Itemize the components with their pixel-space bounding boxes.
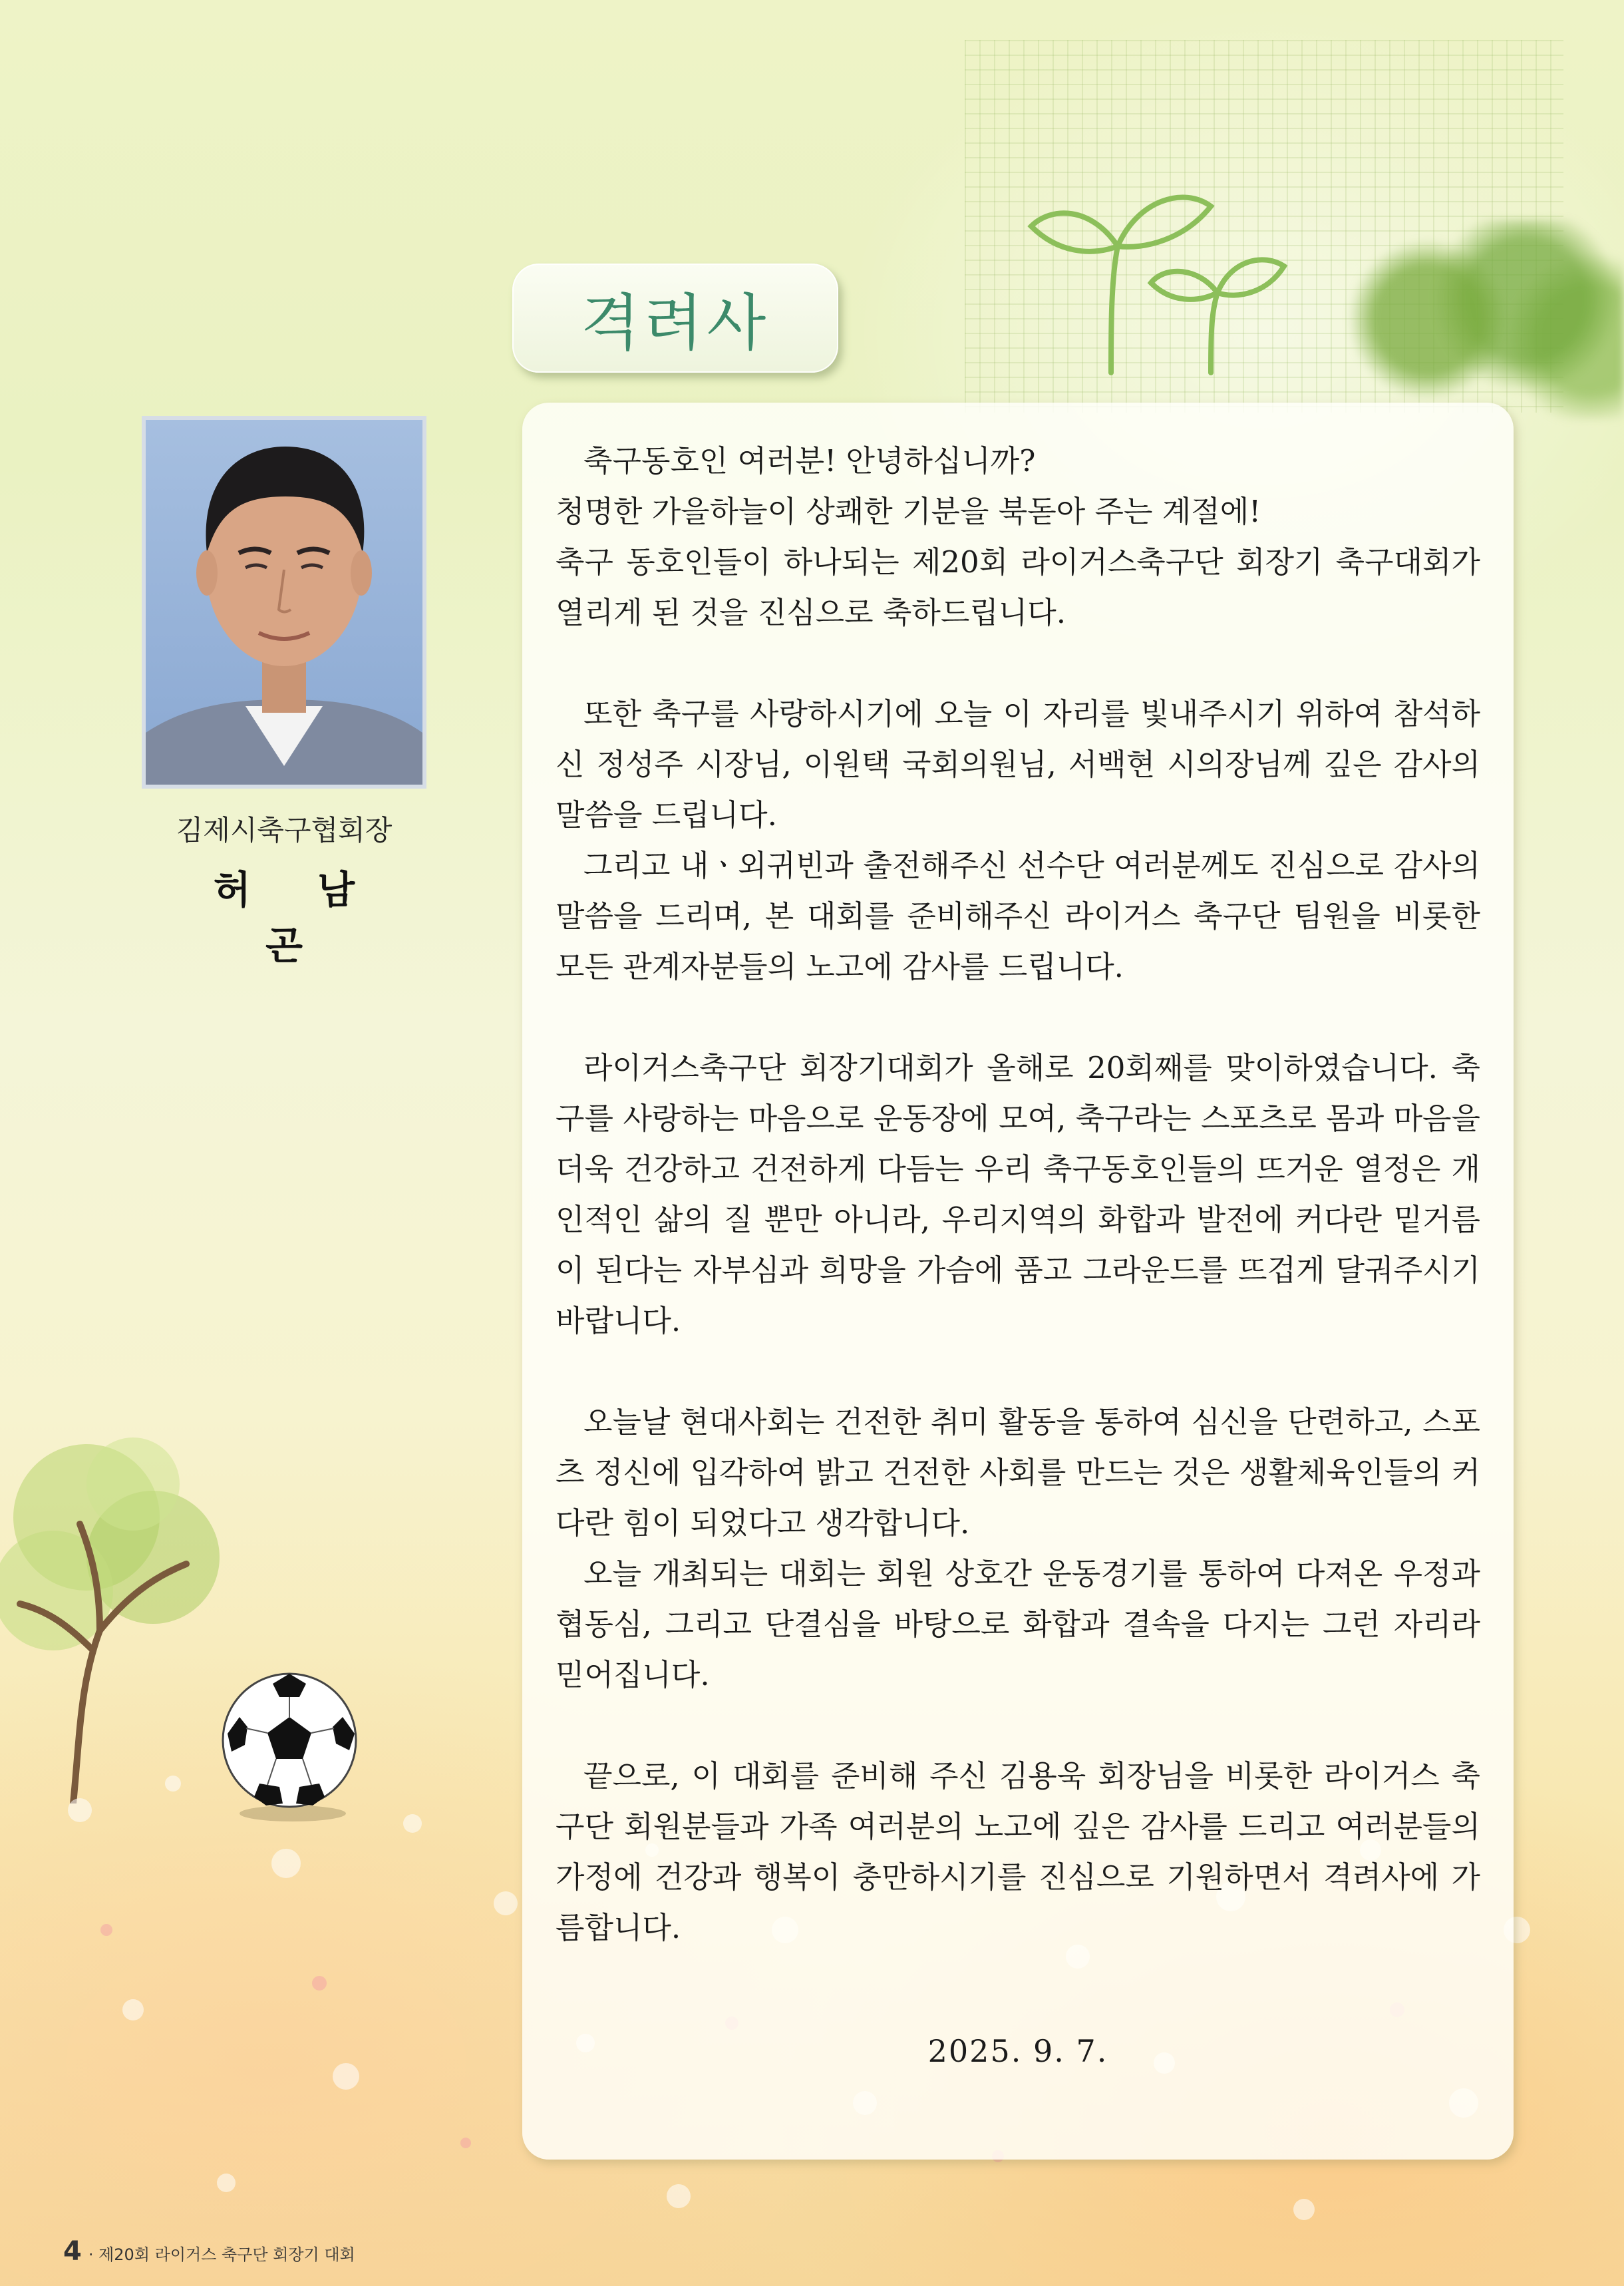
letter-line: 끝으로, 이 대회를 준비해 주신 김용욱 회장님을 비롯한 라이거스 축구단 회원분들과 가족 여러분의 노고에 깊은 감사를 드리고 여러분들의 가정에 건강과 행복이 충만하시기를 진심으로 기원하면서 격려사에 가름합니다. — [556, 1758, 1480, 1945]
letter-body — [556, 436, 1480, 2004]
soccer-ball-icon — [220, 1670, 359, 1823]
letter-line: 오늘 개최되는 대회는 회원 상호간 운동경기를 통하여 다져온 우정과 협동심, 그리고 단결심을 바탕으로 화합과 결속을 다지는 그런 자리라 믿어집니다. — [556, 1556, 1480, 1692]
letter-line: 오늘날 현대사회는 건전한 취미 활동을 통하여 심신을 단련하고, 스포츠 정신에 입각하여 밝고 건전한 사회를 만드는 것은 생활체육인들의 커다란 힘이 되었다고 생각합니다. — [556, 1404, 1480, 1541]
footer-text: · 제20회 라이거스 축구단 회장기 대회 — [88, 2245, 355, 2264]
author-affiliation: 김제시축구협회장 — [176, 814, 393, 847]
letter-paragraph — [556, 1043, 1480, 1346]
page-title: 격려사 — [580, 287, 770, 359]
page-number: 4 — [63, 2236, 82, 2267]
letter-line: 라이거스축구단 회장기대회가 올해로 20회째를 맞이하였습니다. 축구를 사랑하는 마음으로 운동장에 모여, 축구라는 스포츠로 몸과 마음을 더욱 건강하고 건전하게 다듬는 우리 축구동호인들의 뜨거운 열정은 개인적인 삶의 질 뿐만 아니라, 우리지역의 화합과 발전에 커다란 밑거름이 된다는 자부심과 희망을 가슴에 품고 그라운드를 뜨겁게 달궈주시기 바랍니다. — [556, 1050, 1480, 1338]
author-name: 허 남 곤 — [213, 867, 382, 968]
sprout-icon — [1011, 166, 1291, 379]
foliage-decoration — [1297, 220, 1624, 419]
letter-line: 청명한 가을하늘이 상쾌한 기분을 북돋아 주는 계절에! — [556, 494, 1261, 529]
letter-paragraph — [556, 436, 1480, 638]
page-footer — [63, 2236, 355, 2269]
letter-paragraph — [556, 689, 1480, 992]
title-tab — [512, 264, 838, 373]
letter-line: 그리고 내ㆍ외귀빈과 출전해주신 선수단 여러분께도 진심으로 감사의 말씀을 드리며, 본 대회를 준비해주신 라이거스 축구단 팀원을 비롯한 모든 관계자분들의 노고에 감사를 드립니다. — [556, 848, 1480, 984]
letter-line: 축구동호인 여러분! 안녕하십니까? — [583, 443, 1036, 478]
letter-paragraph — [556, 1751, 1480, 1953]
author-photo — [142, 416, 426, 789]
letter-paragraph — [556, 1397, 1480, 1700]
letter-line: 축구 동호인들이 하나되는 제20회 라이거스축구단 회장기 축구대회가 열리게 된 것을 진심으로 축하드립니다. — [556, 544, 1480, 630]
letter-date: 2025. 9. 7. — [927, 2033, 1108, 2069]
letter-line: 또한 축구를 사랑하시기에 오늘 이 자리를 빛내주시기 위하여 참석하신 정성주 시장님, 이원택 국회의원님, 서백현 시의장님께 깊은 감사의 말씀을 드립니다. — [556, 696, 1480, 833]
